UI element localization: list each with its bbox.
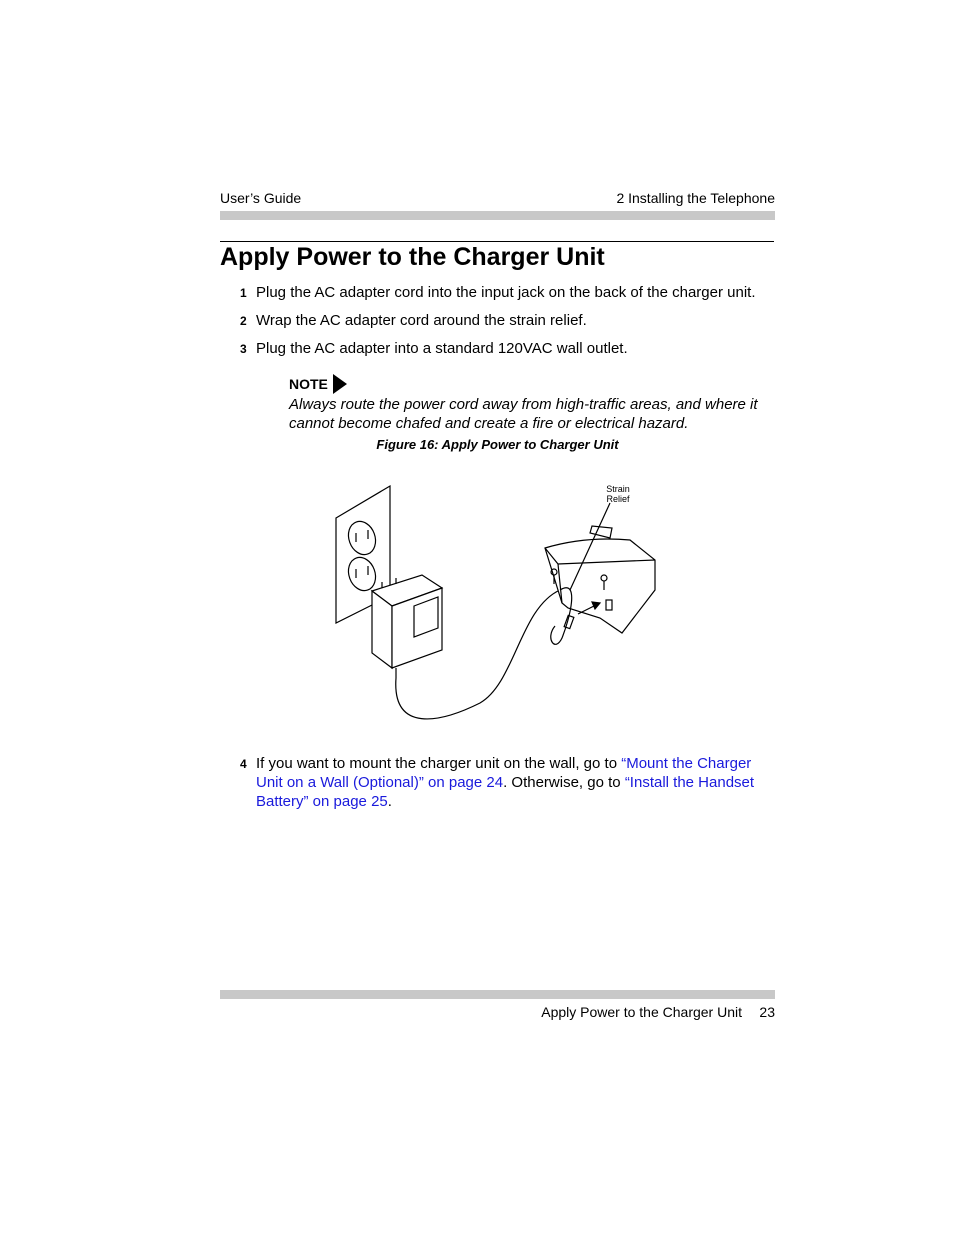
step-text — [256, 754, 776, 811]
step-4 — [240, 754, 780, 811]
strain-relief-label-line2: Relief — [606, 494, 630, 504]
step-text: Plug the AC adapter cord into the input jack on the back of the charger unit. — [256, 284, 756, 301]
figure-caption: Figure 16: Apply Power to Charger Unit — [376, 437, 619, 452]
footer-bar — [220, 990, 775, 999]
note-badge — [289, 374, 348, 396]
title-rule — [220, 241, 774, 242]
step-number: 4 — [240, 757, 247, 771]
step-1 — [240, 283, 780, 302]
charger-illustration — [330, 478, 670, 728]
running-header-left: User’s Guide — [220, 190, 302, 206]
step-text: Plug the AC adapter into a standard 120VAC wall outlet. — [256, 340, 628, 357]
step4-text-mid: . Otherwise, go to — [503, 774, 625, 791]
strain-relief-label-line1: Strain — [606, 484, 630, 494]
footer-section: Apply Power to the Charger Unit — [541, 1004, 742, 1020]
step-3 — [240, 339, 780, 358]
running-header-right: 2 Installing the Telephone — [616, 190, 775, 206]
step-text: Wrap the AC adapter cord around the strain relief. — [256, 312, 587, 329]
charger-unit — [545, 539, 655, 633]
step4-text-post: . — [387, 793, 392, 810]
link-mount-charger-wall[interactable]: “Mount the Charger Unit on a Wall (Optional)” on page 24 — [256, 755, 752, 791]
step-2 — [240, 311, 780, 330]
step4-text-pre: If you want to mount the charger unit on the wall, go to — [256, 755, 622, 772]
page-title: Apply Power to the Charger Unit — [220, 243, 605, 271]
link-install-handset-battery[interactable]: “Install the Handset Battery” on page 25 — [256, 774, 755, 810]
header-bar — [220, 211, 775, 220]
step-number: 1 — [240, 286, 247, 300]
note-label: NOTE — [289, 376, 328, 392]
note-text: Always route the power cord away from high-traffic areas, and where it cannot become chafed and create a fire or electrical hazard. — [289, 396, 758, 432]
note-arrow-icon — [332, 374, 348, 394]
step-number: 2 — [240, 314, 247, 328]
step-number: 3 — [240, 342, 247, 356]
page-number: 23 — [759, 1004, 775, 1020]
